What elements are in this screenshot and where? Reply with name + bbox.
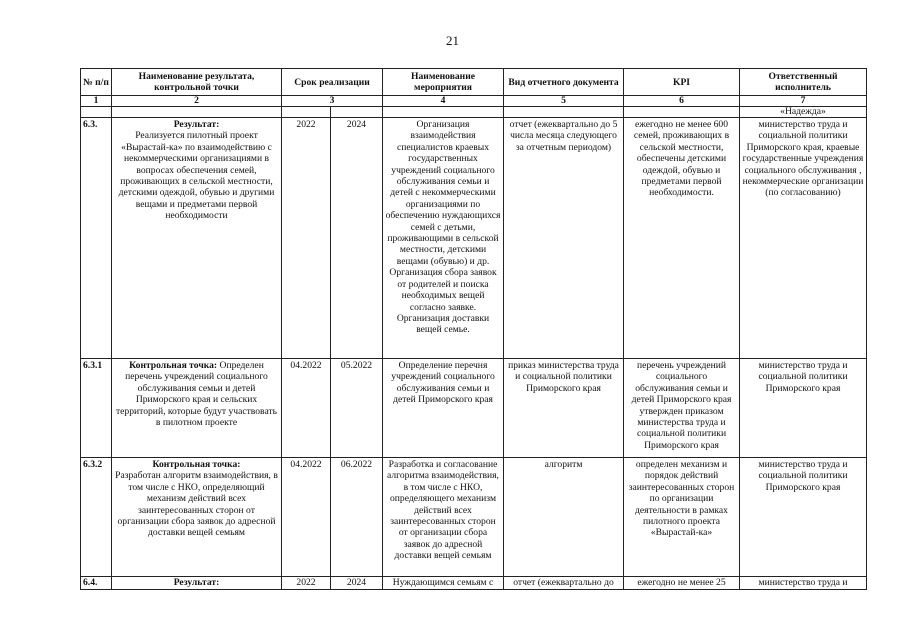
column-number: 4 xyxy=(383,96,504,107)
header-name: Наименование результата, контрольной точки xyxy=(112,69,282,96)
row-event: Определение перечня учреждений социального обслуживания семьи и детей Приморского края xyxy=(383,359,504,458)
plan-table xyxy=(80,68,867,590)
row-doc: алгоритм xyxy=(504,458,624,577)
column-number: 3 xyxy=(282,96,383,107)
carryover-cell xyxy=(112,107,282,118)
row-name xyxy=(112,359,282,458)
carryover-cell xyxy=(282,107,331,118)
table-row xyxy=(81,458,867,577)
header-kpi: KPI xyxy=(624,69,740,96)
table-row xyxy=(81,118,867,359)
row-end: 05.2022 xyxy=(331,359,383,458)
header-event: Наименование мероприятия xyxy=(383,69,504,96)
row-name xyxy=(112,458,282,577)
row-name xyxy=(112,577,282,590)
header-term: Срок реализации xyxy=(282,69,383,96)
carryover-cell xyxy=(331,107,383,118)
row-doc: отчет (ежеквартально до 5 числа месяца следующего за отчетным периодом) xyxy=(504,118,624,359)
row-name-text: Разработан алгоритм взаимодействия, в том числе с НКО, определяющий механизм действий всех заинтересованных сторон от организации сбора заявок до адресной доставки вещей семьям xyxy=(115,470,278,539)
row-code: 6.3.1 xyxy=(81,359,112,458)
carryover-cell xyxy=(81,107,112,118)
row-kpi: перечень учреждений социального обслуживания семьи и детей Приморского края утвержден приказом министерства труда и социальной политики Приморского края xyxy=(624,359,740,458)
row-name-text: Реализуется пилотный проект «Вырастай-ка» по взаимодействию с некоммерческими организациями в вопросах обеспечения семей, проживающих в сельской местности, детскими одеждой, обувью и другими вещами и предметами первой необходимости xyxy=(118,130,275,222)
row-resp: министерство труда и социальной политики Приморского края xyxy=(740,458,867,577)
row-code: 6.3. xyxy=(81,118,112,359)
row-event: Нуждающимся семьям с xyxy=(383,577,504,590)
carryover-cell xyxy=(624,107,740,118)
row-doc: приказ министерства труда и социальной политики Приморского края xyxy=(504,359,624,458)
row-event: Организация взаимодействия специалистов краевых государственных учреждений социального обслуживания семьи и детей с некоммерческими организациями по обеспечению нуждающихся семей с детьми, проживающими в сельской местности, детскими вещами (обувью) и др. Организация сбора заявок от родителей и поиска необходимых вещей согласно заявке. Организация доставки вещей семье. xyxy=(383,118,504,359)
row-doc: отчет (ежеквартально до xyxy=(504,577,624,590)
row-resp: министерство труда и xyxy=(740,577,867,590)
carryover-cell xyxy=(383,107,504,118)
column-number: 5 xyxy=(504,96,624,107)
column-number: 2 xyxy=(112,96,282,107)
row-code: 6.4. xyxy=(81,577,112,590)
row-end: 06.2022 xyxy=(331,458,383,577)
header-doc: Вид отчетного документа xyxy=(504,69,624,96)
row-name-bold: Контрольная точка: xyxy=(152,459,241,470)
row-kpi: ежегодно не менее 600 семей, проживающих в сельской местности, обеспечены детскими одеждой, обувью и предметами первой необходимости. xyxy=(624,118,740,359)
row-start: 2022 xyxy=(282,118,331,359)
row-resp: министерство труда и социальной политики Приморского края xyxy=(740,359,867,458)
row-name-bold: Результат: xyxy=(173,119,220,130)
column-number-row xyxy=(81,96,867,107)
table-header-row xyxy=(81,69,867,96)
row-name xyxy=(112,118,282,359)
header-num: № п/п xyxy=(81,69,112,96)
row-event: Разработка и согласование алгоритма взаимодействия, в том числе с НКО, определяющего механизм действий всех заинтересованных сторон от организации сбора заявок до адресной доставки вещей семьям xyxy=(383,458,504,577)
row-kpi: определен механизм и порядок действий заинтересованных сторон по организации деятельности в рамках пилотного проекта «Вырастай-ка» xyxy=(624,458,740,577)
row-code: 6.3.2 xyxy=(81,458,112,577)
row-resp: министерство труда и социальной политики Приморского края, краевые государственные учреждения социального обслуживания , некоммерческие организации (по согласованию) xyxy=(740,118,867,359)
carryover-text: «Надежда» xyxy=(740,107,867,118)
row-start: 04.2022 xyxy=(282,359,331,458)
row-name-text: Определен перечень учреждений социального обслуживания семьи и детей Приморского края и сельских территорий, которые будут участвовать в пилотном проекте xyxy=(115,360,278,429)
row-kpi: ежегодно не менее 25 xyxy=(624,577,740,590)
row-end: 2024 xyxy=(331,118,383,359)
table-row xyxy=(81,577,867,590)
carryover-cell xyxy=(504,107,624,118)
row-end: 2024 xyxy=(331,577,383,590)
row-start: 04.2022 xyxy=(282,458,331,577)
column-number: 7 xyxy=(740,96,867,107)
row-name-bold: Контрольная точка: xyxy=(129,360,218,371)
table-row xyxy=(81,359,867,458)
row-start: 2022 xyxy=(282,577,331,590)
header-resp: Ответственный исполнитель xyxy=(740,69,867,96)
row-name-bold: Результат: xyxy=(173,577,220,588)
page-number: 21 xyxy=(446,33,459,48)
column-number: 1 xyxy=(81,96,112,107)
column-number: 6 xyxy=(624,96,740,107)
carryover-row xyxy=(81,107,867,118)
